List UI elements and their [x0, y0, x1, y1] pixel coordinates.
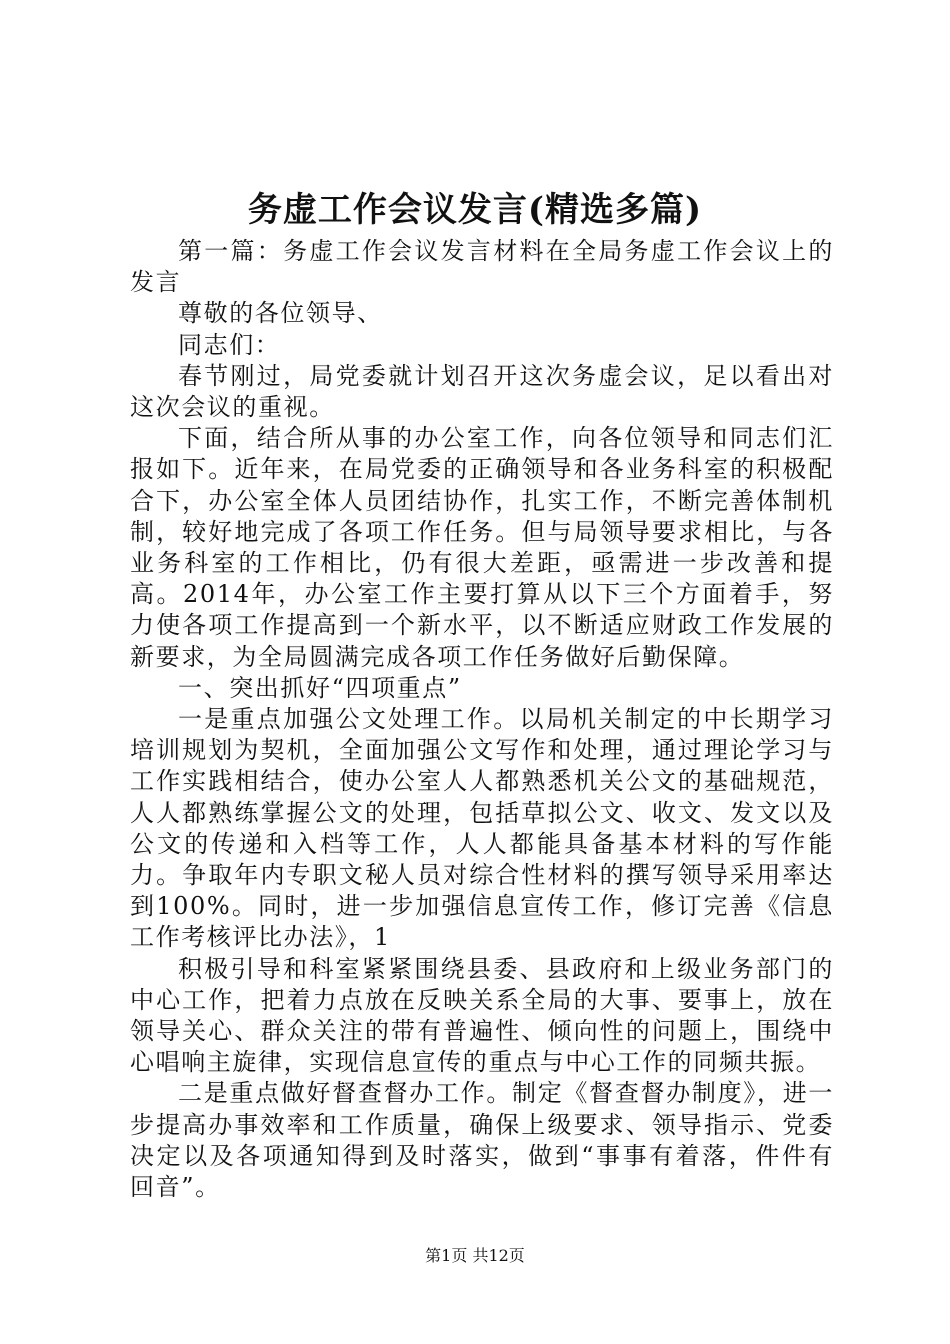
paragraph: 下面，结合所从事的办公室工作，向各位领导和同志们汇报如下。近年来，在局党委的正确领导和各业务科室的积极配合下，办公室全体人员团结协作，扎实工作，不断完善体制机制，较好地完成了各项工作任务。但与局领导要求相比，与各业务科室的工作相比，仍有很大差距，亟需进一步改善和提高。2014年，办公室工作主要打算从以下三个方面着手，努力使各项工作提高到一个新水平，以不断适应财政工作发展的新要求，为全局圆满完成各项工作任务做好后勤保障。: [130, 424, 834, 671]
paragraph: 同志们：: [178, 330, 281, 359]
paragraph: 尊敬的各位领导、: [178, 299, 383, 328]
document-body: [130, 236, 834, 1203]
document-title: 务虚工作会议发言(精选多篇): [247, 190, 703, 230]
page-footer: 第1页 共12页: [425, 1246, 525, 1265]
paragraph: 春节刚过，局党委就计划召开这次务虚会议，足以看出对这次会议的重视。: [130, 361, 834, 422]
section-heading: 一、突出抓好“四项重点”: [178, 673, 462, 702]
paragraph: 一是重点加强公文处理工作。以局机关制定的中长期学习培训规划为契机，全面加强公文写作和处理，通过理论学习与工作实践相结合，使办公室人人都熟悉机关公文的基础规范，人人都熟练掌握公文的处理，包括草拟公文、收文、发文以及公文的传递和入档等工作，人人都能具备基本材料的写作能力。争取年内专职文秘人员对综合性材料的撰写领导采用率达到100%。同时，进一步加强信息宣传工作，修订完善《信息工作考核评比办法》，1: [130, 705, 834, 952]
paragraph: 第一篇：务虚工作会议发言材料在全局务虚工作会议上的发言: [130, 237, 834, 297]
paragraph: 二是重点做好督查督办工作。制定《督查督办制度》，进一步提高办事效率和工作质量，确保上级要求、领导指示、党委决定以及各项通知得到及时落实，做到“事事有着落，件件有回音”。: [130, 1079, 834, 1202]
paragraph: 积极引导和科室紧紧围绕县委、县政府和上级业务部门的中心工作，把着力点放在反映关系全局的大事、要事上，放在领导关心、群众关注的带有普遍性、倾向性的问题上，围绕中心唱响主旋律，实现信息宣传的重点与中心工作的同频共振。: [130, 954, 834, 1077]
